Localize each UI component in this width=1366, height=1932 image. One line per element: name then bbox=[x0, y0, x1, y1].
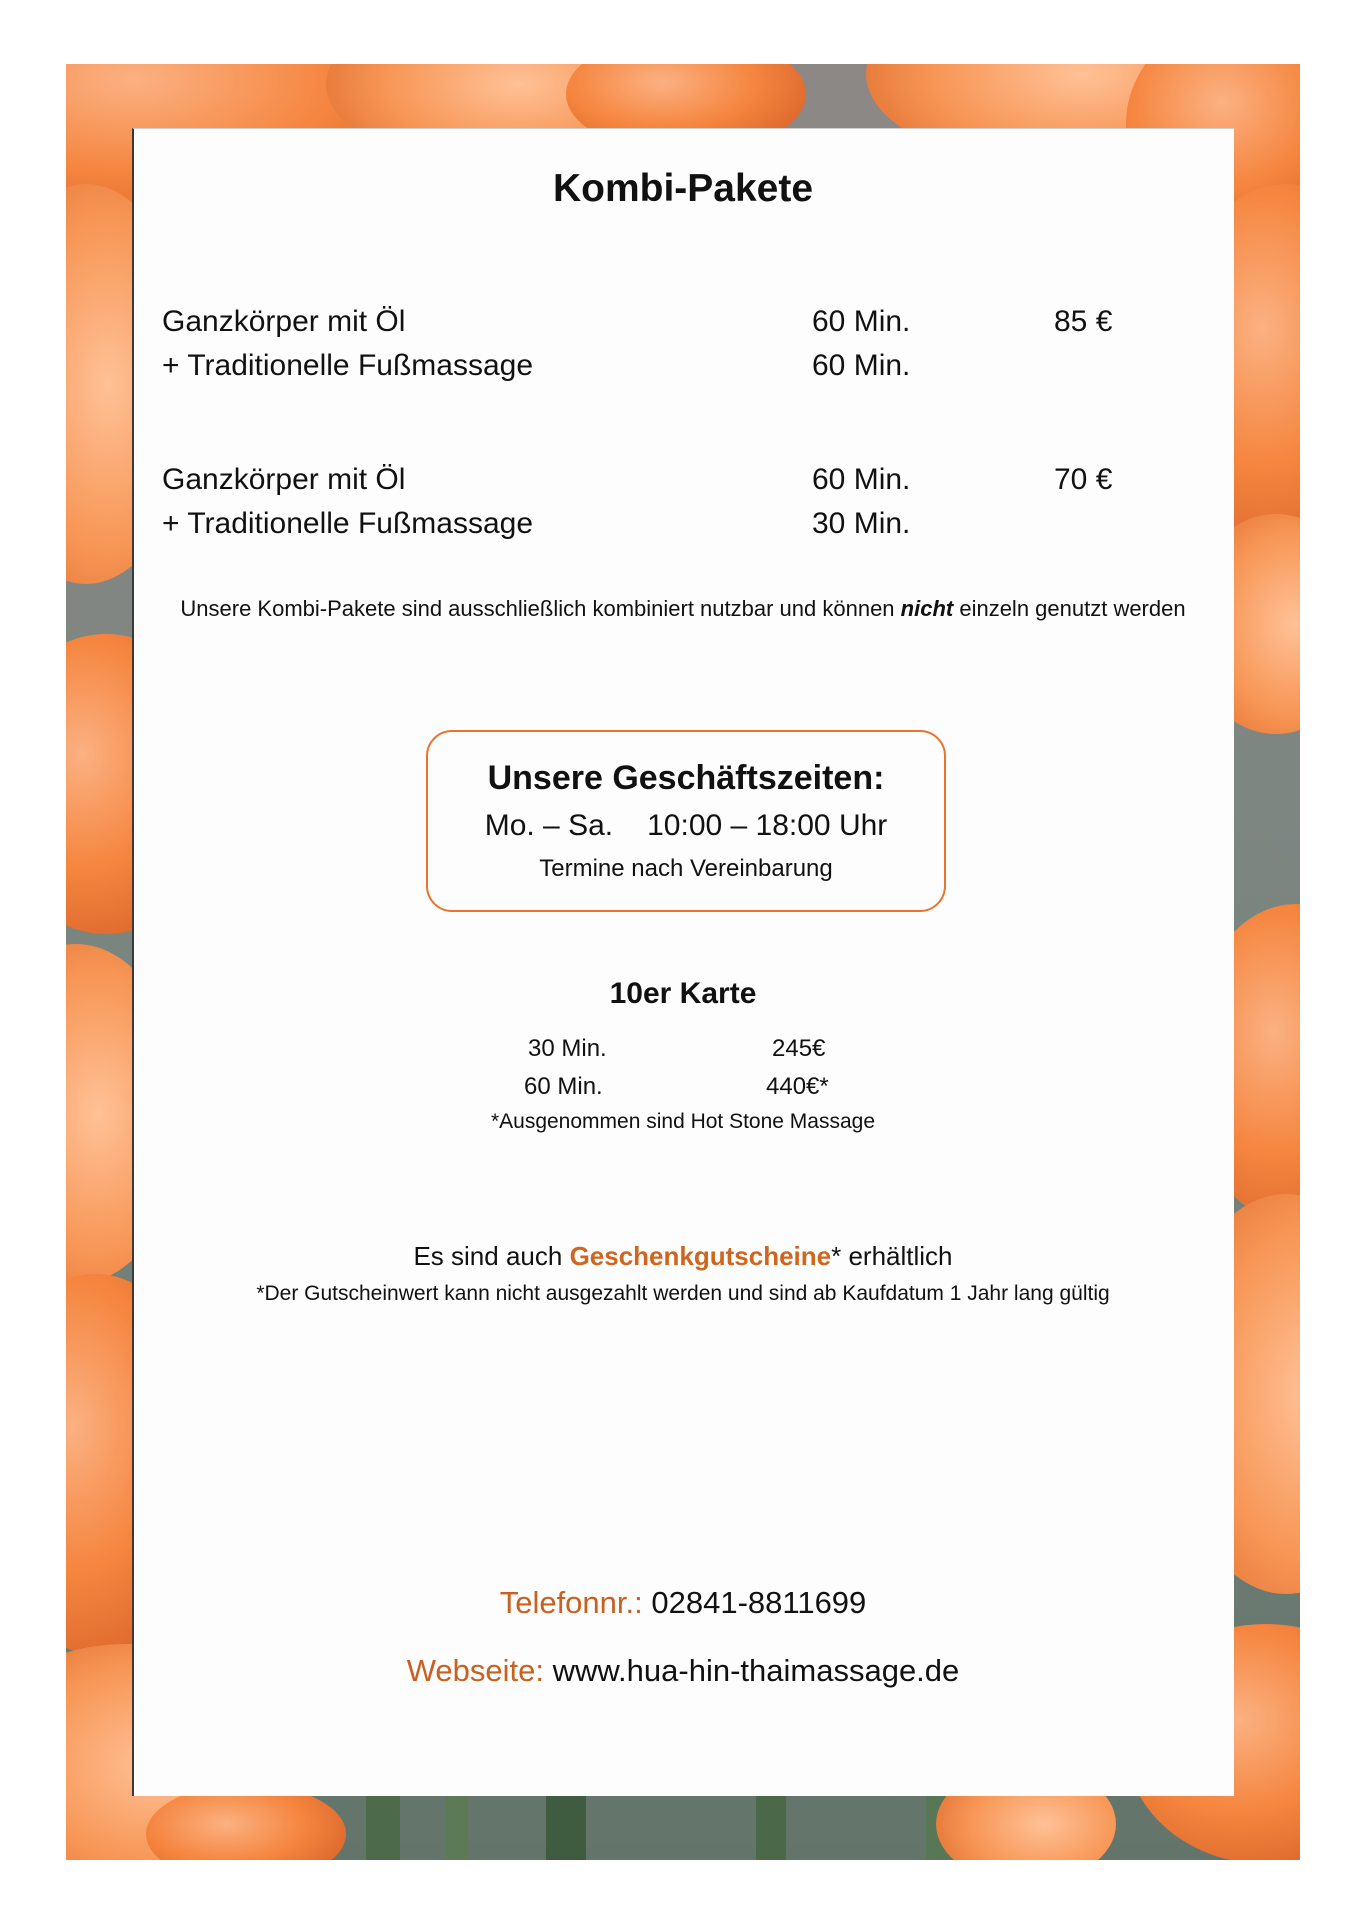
ten-card-duration: 30 Min. bbox=[528, 1035, 607, 1062]
business-hours-box bbox=[426, 730, 946, 912]
ten-card-title: 10er Karte bbox=[609, 977, 757, 1010]
combo-note bbox=[170, 592, 1196, 625]
package-line-name: Ganzkörper mit Öl bbox=[162, 463, 406, 496]
package-price: 70 € bbox=[1054, 463, 1113, 496]
gift-voucher-line bbox=[0, 1240, 1366, 1272]
website-label: Webseite: bbox=[406, 1653, 544, 1688]
package-line-duration: 60 Min. bbox=[812, 305, 911, 338]
ten-card-price: 440€* bbox=[766, 1073, 829, 1100]
phone-line bbox=[0, 1584, 1366, 1622]
ten-card-price: 245€ bbox=[772, 1035, 826, 1062]
business-hours-line bbox=[428, 808, 944, 844]
package-line-name: + Traditionelle Fußmassage bbox=[162, 507, 534, 540]
package-line-duration: 30 Min. bbox=[812, 507, 911, 540]
business-time: 10:00 – 18:00 Uhr bbox=[647, 809, 888, 842]
gift-before: Es sind auch bbox=[413, 1241, 570, 1271]
website-line bbox=[0, 1652, 1366, 1690]
combo-note-emphasis: nicht bbox=[900, 596, 954, 621]
website-link[interactable]: www.hua-hin-thaimassage.de bbox=[552, 1653, 960, 1688]
combo-note-after: einzeln genutzt werden bbox=[953, 596, 1186, 621]
page-title: Kombi-Pakete bbox=[552, 167, 814, 210]
package-line-duration: 60 Min. bbox=[812, 349, 911, 382]
appointment-note: Termine nach Vereinbarung bbox=[539, 855, 833, 882]
gift-after: * erhältlich bbox=[831, 1241, 953, 1271]
package-line-name: + Traditionelle Fußmassage bbox=[162, 349, 534, 382]
phone-label: Telefonnr.: bbox=[499, 1585, 643, 1620]
phone-number[interactable]: 02841-8811699 bbox=[651, 1585, 867, 1620]
gift-voucher-highlight: Geschenkgutscheine bbox=[569, 1241, 832, 1271]
combo-note-before: Unsere Kombi-Pakete sind ausschließlich kombiniert nutzbar und können bbox=[180, 596, 901, 621]
business-days: Mo. – Sa. bbox=[484, 809, 614, 842]
ten-card-note: *Ausgenommen sind Hot Stone Massage bbox=[490, 1110, 876, 1133]
ten-card-duration: 60 Min. bbox=[524, 1073, 603, 1100]
package-line-name: Ganzkörper mit Öl bbox=[162, 305, 406, 338]
business-hours-title: Unsere Geschäftszeiten: bbox=[487, 759, 885, 797]
gift-voucher-note: *Der Gutscheinwert kann nicht ausgezahlt werden und sind ab Kaufdatum 1 Jahr lang gültig bbox=[256, 1282, 1110, 1305]
package-line-duration: 60 Min. bbox=[812, 463, 911, 496]
package-price: 85 € bbox=[1054, 305, 1113, 338]
